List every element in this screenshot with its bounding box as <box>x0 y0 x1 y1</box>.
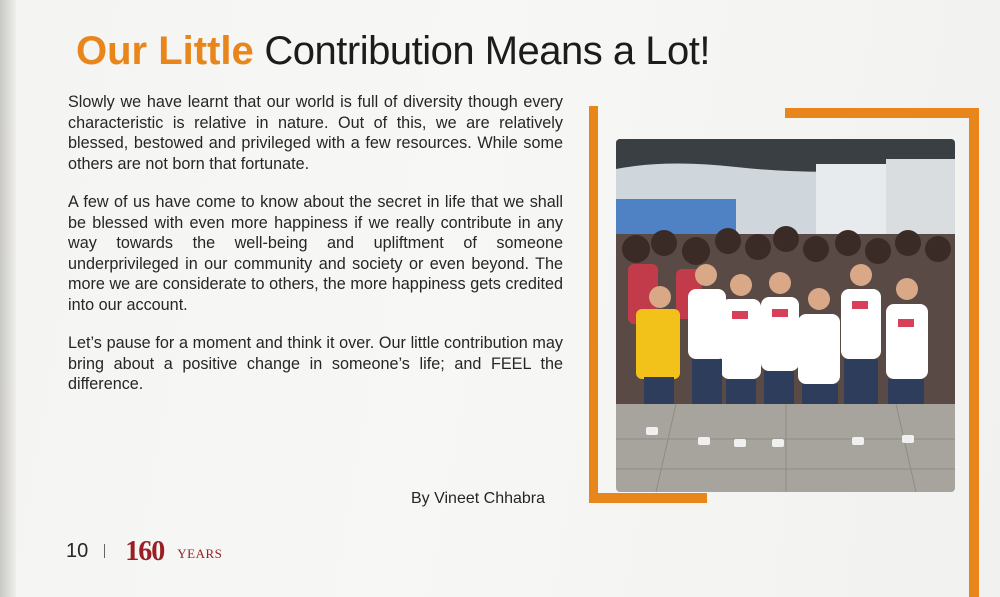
anniversary-logo <box>125 536 225 566</box>
article-paragraph-1: Slowly we have learnt that our world is full of diversity though every characteristic is relative in nature. Out of this, we are relatively blessed, bestowed and privileged with a few resources. While some others are not born that fortunate. <box>68 93 563 173</box>
photo-frame-left <box>589 106 598 502</box>
logo-number: 160 <box>125 536 165 567</box>
page-number: 10 <box>66 539 89 562</box>
title-accent: Our Little <box>76 29 254 73</box>
author-byline: By Vineet Chhabra <box>411 490 546 507</box>
page-binding-shadow <box>0 0 16 597</box>
article-paragraph-2: A few of us have come to know about the secret in life that we shall be blessed with even more happiness if we really contribute in any way towards the well-being and upliftment of someone underprivileged in our community and society or even beyond. The more we are considerate to others, the more happiness gets credited into our account. <box>68 193 563 314</box>
page-title <box>76 26 710 76</box>
group-photo <box>616 139 955 492</box>
photo-frame-right <box>969 108 979 597</box>
title-rest: Contribution Means a Lot! <box>264 29 710 73</box>
logo-word: YEARS <box>177 546 223 561</box>
footer-divider <box>104 544 105 558</box>
article-body <box>68 92 563 413</box>
page-footer <box>66 536 225 566</box>
photo-frame-top <box>785 108 979 118</box>
group-photo-image <box>616 139 955 492</box>
article-paragraph-3: Let’s pause for a moment and think it over. Our little contribution may bring about a positive change in someone’s life; and FEEL the difference. <box>68 334 563 393</box>
photo-frame-bottom <box>589 493 707 503</box>
